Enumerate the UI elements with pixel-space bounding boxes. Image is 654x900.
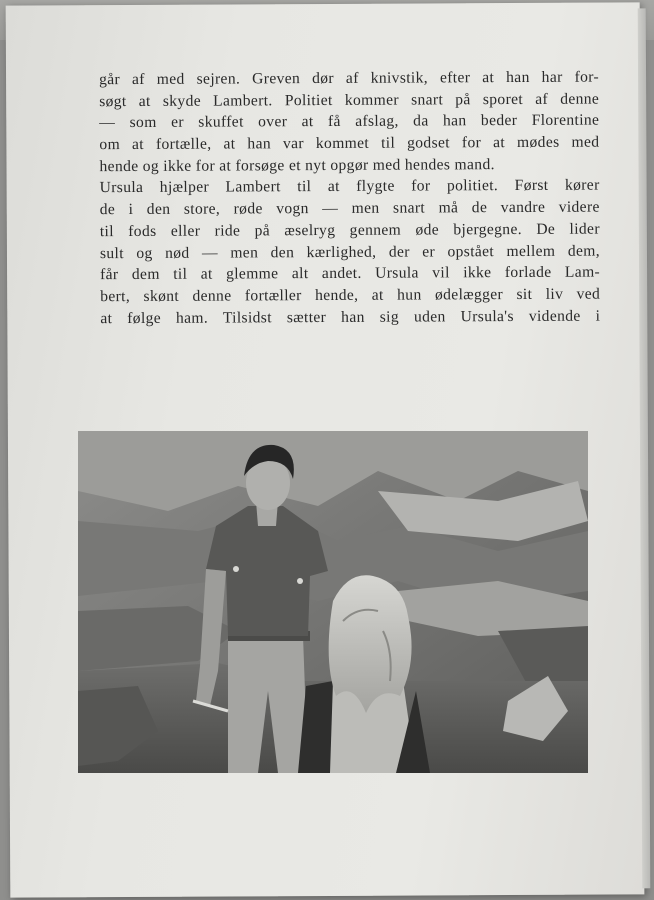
text-line: bert, skønt denne fortæller hende, at hun ødelægger sit liv ved [100,285,601,306]
text-line: søgt at skyde Lambert. Politiet kommer snart på sporet af denne [99,90,600,110]
text-line: til fods eller ride på æselryg gennem øde bjergegne. De lider [99,220,600,240]
body-paragraph [99,67,600,330]
text-line: Ursula hjælper Lambert til at flygte for politiet. Først kører [99,176,600,197]
film-still-photo [78,431,588,773]
page-edge [638,8,651,888]
text-line: går af med sejren. Greven dør af knivstik, efter at han har for- [99,68,600,89]
text-line: — som er skuffet over at få afslag, da han beder Florentine [99,111,600,132]
text-line: om at fortælle, at han var kommet til godset for at mødes med [99,133,600,154]
text-line: sult og nød — men den kærlighed, der er opstået mellem dem, [99,242,601,262]
text-line: hende og ikke for at forsøge et nyt opgør med hendes mand. [99,155,495,175]
text-line: får dem til at glemme alt andet. Ursula vil ikke forlade Lam- [100,263,601,284]
text-line: at følge ham. Tilsidst sætter han sig uden Ursula's vidende i [100,307,601,327]
text-line: de i den store, røde vogn — men snart må de vandre videre [99,198,600,219]
